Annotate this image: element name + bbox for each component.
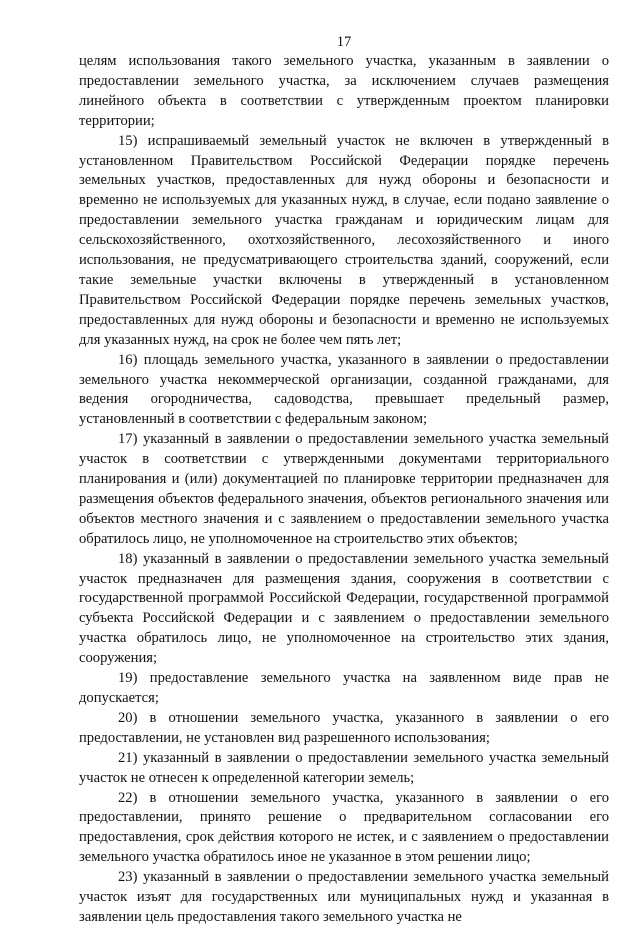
paragraph-item-18: 18) указанный в заявлении о предоставлении земельного участка земельный участок предназначен для размещения здания, сооружения в соответствии с государственной программой Российской Федерации, государственной программой субъекта Российской Федерации и с заявлением о предоставлении земельного участка обратилось лицо, не уполномоченное на строительство этих здания, сооружения; — [79, 550, 609, 667]
paragraph-continuation: целям использования такого земельного участка, указанным в заявлении о предоставлении земельного участка, за исключением случаев размещения линейного объекта в соответствии с утвержденным проектом планировки территории; — [79, 53, 609, 129]
paragraph-item-21: 21) указанный в заявлении о предоставлении земельного участка земельный участок не отнесен к определенной категории земель; — [79, 749, 609, 786]
paragraph-item-19: 19) предоставление земельного участка на заявленном виде прав не допускается; — [79, 670, 609, 706]
document-page — [79, 0, 609, 928]
page-number: 17 — [336, 34, 352, 50]
paragraph-item-22: 22) в отношении земельного участка, указанного в заявлении о его предоставлении, принято решение о предварительном согласовании его предоставления, срок действия которого не истек, и с заявлением о предоставлении земельного участка обратилось иное не указанное в этом решении лицо; — [79, 789, 609, 866]
paragraph-item-23: 23) указанный в заявлении о предоставлении земельного участка земельный участок изъят для государственных или муниципальных нужд и указанная в заявлении цель предоставления такого земельного участка не — [79, 869, 609, 925]
paragraph-item-15: 15) испрашиваемый земельный участок не включен в утвержденный в установленном Правительством Российской Федерации порядке перечень земельных участков, предоставленных для нужд обороны и безопасности и временно не используемых для указанных нужд, в случае, если подано заявление о предоставлении земельного участка гражданам и юридическим лицам для сельскохозяйственного, охотхозяйственного, лесохозяйственного и иного использования, не предусматривающего строительства зданий, сооружений, если такие земельные участки включены в утвержденный в установленном Правительством Российской Федерации порядке перечень земельных участков, предоставленных для нужд обороны и безопасности и временно не используемых для указанных нужд, на срок не более чем пять лет; — [79, 132, 609, 348]
paragraph-item-16: 16) площадь земельного участка, указанного в заявлении о предоставлении земельного участка некоммерческой организации, созданной гражданами, для ведения огородничества, садоводства, превышает предельный размер, установленный в соответствии с федеральным законом; — [79, 351, 609, 428]
paragraph-item-20: 20) в отношении земельного участка, указанного в заявлении о его предоставлении, не установлен вид разрешенного использования; — [79, 709, 609, 746]
document-body — [79, 52, 609, 928]
paragraph-item-17: 17) указанный в заявлении о предоставлении земельного участка земельный участок в соответствии с утвержденными документами территориального планирования и (или) документацией по планировке территории предназначен для размещения объектов федерального значения, объектов регионального значения или объектов местного значения и с заявлением о предоставлении земельного участка обратилось лицо, не уполномоченное на строительство этих объектов; — [79, 431, 609, 547]
